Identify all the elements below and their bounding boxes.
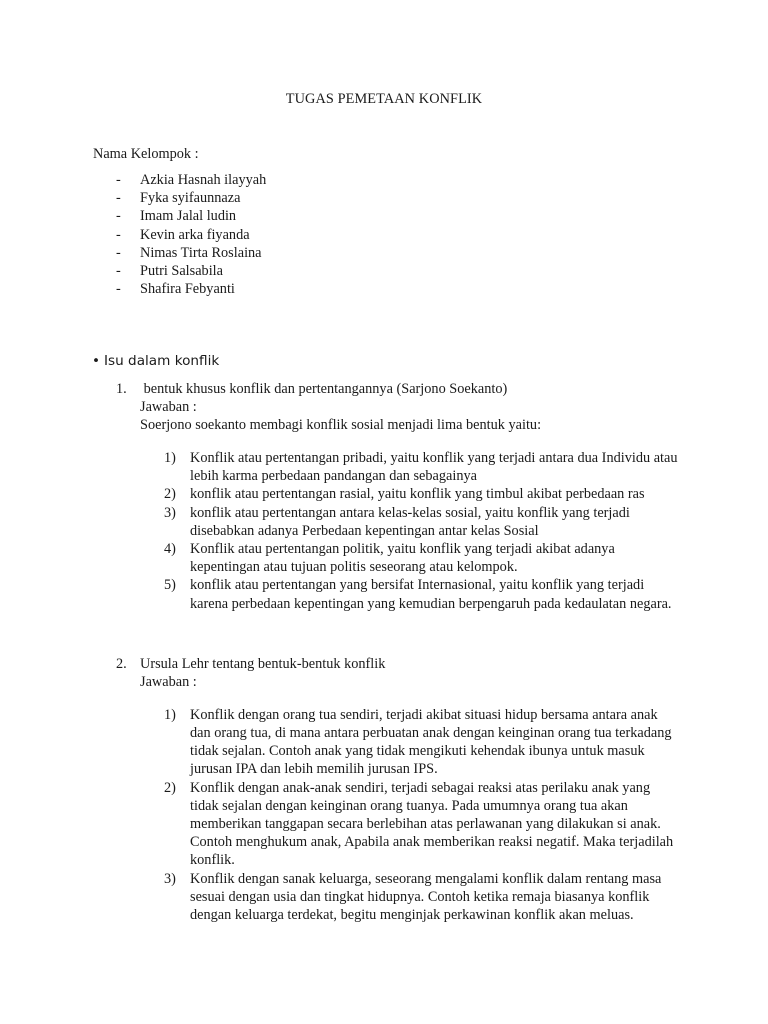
question-header [116,655,696,673]
member-name: Fyka syifaunnaza [140,190,241,207]
member-item: - Imam Jalal ludin [116,208,237,225]
member-name: Shafira Febyanti [140,281,235,298]
answer-item [164,576,696,612]
member-name: Nimas Tirta Roslaina [140,244,262,261]
answer-item [164,779,696,870]
answer-item-text: konflik atau pertentangan yang bersifat Internasional, yaitu konflik yang terjadi karena perbedaan kepentingan yang kemudian berpengaruh pada kedaulatan negara. [190,577,672,612]
question-title: bentuk khusus konflik dan pertentangannya (Sarjono Soekanto) [140,381,508,397]
answer-item-number: 3) [164,504,176,521]
member-item: - Shafira Febyanti [116,281,235,298]
answer-item-text: Konflik dengan sanak keluarga, seseorang mengalami konflik dalam rentang masa sesuai dengan usia dan tingkat hidupnya. Contoh ketika remaja biasanya konflik dengan keluarga terdekat, begitu menginjak perkawinan konflik akan meluas. [190,870,662,923]
answer-item-number: 4) [164,540,176,557]
question-1 [116,380,696,627]
answer-intro: Soerjono soekanto membagi konflik sosial menjadi lima bentuk yaitu: [140,417,542,434]
answer-item-text: Konflik atau pertentangan pribadi, yaitu konflik yang terjadi antara dua Individu atau lebih karma perbedaan pandangan dan sebagainya [190,449,678,485]
section-heading [92,352,219,370]
answer-item-text: konflik atau pertentangan antara kelas-kelas sosial, yaitu konflik yang terjadi disebabkan adanya Perbedaan kepentingan antar kelas Sosial [190,504,630,539]
answer-item-text: konflik atau pertentangan rasial, yaitu konflik yang timbul akibat perbedaan ras [190,486,645,503]
answer-item-number: 2) [164,486,176,503]
answer-item [164,540,696,576]
question-2 [116,655,696,938]
answer-list [164,449,696,613]
answer-item-number: 2) [164,779,176,796]
answer-list [164,706,696,924]
member-item: - Kevin arka fiyanda [116,226,250,243]
bullet-icon: • [92,353,101,369]
answer-item [164,870,696,925]
answer-item-number: 1) [164,449,176,466]
document-title: TUGAS PEMETAAN KONFLIK [285,91,483,107]
member-name: Imam Jalal ludin [140,208,237,225]
member-item: - Nimas Tirta Roslaina [116,244,262,261]
answer-item-number: 1) [164,706,176,723]
group-label: Nama Kelompok : [93,146,199,162]
answer-item-text: Konflik dengan orang tua sendiri, terjadi akibat situasi hidup bersama antara anak dan orang tua, di mana antara perbuatan anak dengan keinginan orang tua terkadang tidak sejalan. Contoh anak yang tidak mengikuti kehendak ibunya untuk masuk jurusan IPA dan lebih memilih jurusan IPS. [190,706,672,778]
answer-item [164,706,696,779]
member-item: - Putri Salsabila [116,262,223,279]
member-list [116,171,266,298]
member-name: Azkia Hasnah ilayyah [140,172,267,188]
question-number: 2. [116,656,127,672]
question-header [116,380,696,398]
member-item: - Azkia Hasnah ilayyah [116,172,267,188]
section-heading-text: Isu dalam konflik [104,353,220,369]
question-body [140,673,696,924]
member-item: - Fyka syifaunnaza [116,190,241,207]
question-title: Ursula Lehr tentang bentuk-bentuk konflik [140,656,386,672]
answer-item-text: Konflik atau pertentangan politik, yaitu konflik yang terjadi akibat adanya kepentingan atau tujuan politis seseorang atau kelompok. [190,540,615,576]
answer-item [164,504,696,540]
answer-item [164,449,696,485]
member-name: Kevin arka fiyanda [140,226,250,243]
answer-item-number: 5) [164,577,176,594]
answer-item-text: Konflik dengan anak-anak sendiri, terjadi sebagai reaksi atas perilaku anak yang tidak sejalan dengan keinginan orang tuanya. Pada umumnya orang tua akan memberikan tanggapan secara berlebihan atas perlawanan yang dilakukan si anak. Contoh menghukum anak, Apabila anak memberikan reaksi negatif. Maka terjadilah konflik. [190,779,674,869]
member-name: Putri Salsabila [140,262,223,279]
answer-label: Jawaban : [140,674,197,691]
question-number: 1. [116,381,127,397]
answer-item-number: 3) [164,870,176,887]
answer-label: Jawaban : [140,399,197,416]
question-body [140,398,696,613]
answer-item [164,485,696,503]
